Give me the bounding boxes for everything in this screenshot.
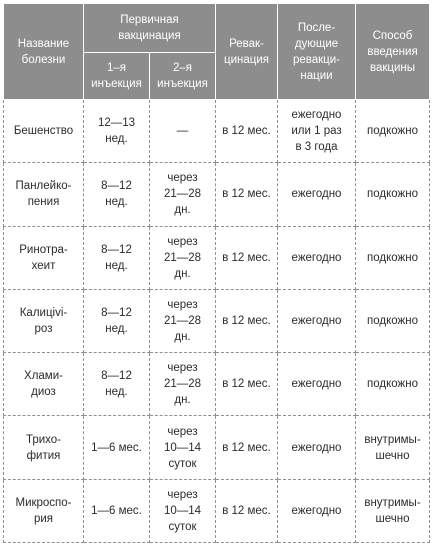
header-revaccination: Ревак- цинация <box>216 4 278 100</box>
header-following-revaccinations: После- дующие ревакци- нации <box>278 4 356 100</box>
revaccination-cell: в 12 мес. <box>216 353 278 416</box>
header-primary-vaccination: Первичная вакцинация <box>84 4 216 53</box>
method-cell: подкожно <box>356 226 430 289</box>
second-injection-cell: через 21—28 дн. <box>150 163 216 226</box>
disease-cell: Калицivi- роз <box>4 289 84 352</box>
method-cell: подкожно <box>356 163 430 226</box>
table-row <box>4 226 430 289</box>
second-injection-cell: через 10—14 суток <box>150 416 216 479</box>
table-row <box>4 163 430 226</box>
method-cell: подкожно <box>356 353 430 416</box>
first-injection-cell: 8—12 нед. <box>84 289 150 352</box>
header-method: Способ введения вакцины <box>356 4 430 100</box>
header-first-injection: 1–я инъекция <box>84 53 150 100</box>
header-second-injection: 2–я инъекция <box>150 53 216 100</box>
second-injection-cell: через 21—28 дн. <box>150 226 216 289</box>
disease-cell: Ринотра- хеит <box>4 226 84 289</box>
table-row <box>4 289 430 352</box>
first-injection-cell: 8—12 нед. <box>84 226 150 289</box>
method-cell: внутримы- шечно <box>356 479 430 542</box>
header-disease: Название болезни <box>4 4 84 100</box>
method-cell: внутримы- шечно <box>356 416 430 479</box>
revaccination-cell: в 12 мес. <box>216 163 278 226</box>
first-injection-cell: 1—6 мес. <box>84 479 150 542</box>
following-revaccination-cell: ежегодно или 1 раз в 3 года <box>278 100 356 163</box>
second-injection-cell: через 21—28 дн. <box>150 353 216 416</box>
following-revaccination-cell: ежегодно <box>278 289 356 352</box>
first-injection-cell: 1—6 мес. <box>84 416 150 479</box>
vaccination-table <box>3 3 430 543</box>
revaccination-cell: в 12 мес. <box>216 479 278 542</box>
table-row <box>4 416 430 479</box>
following-revaccination-cell: ежегодно <box>278 226 356 289</box>
first-injection-cell: 8—12 нед. <box>84 353 150 416</box>
disease-cell: Бешенство <box>4 100 84 163</box>
revaccination-cell: в 12 мес. <box>216 100 278 163</box>
second-injection-cell: через 21—28 дн. <box>150 289 216 352</box>
disease-cell: Трихо- фития <box>4 416 84 479</box>
revaccination-cell: в 12 мес. <box>216 289 278 352</box>
table-row <box>4 479 430 542</box>
table-body <box>4 100 430 543</box>
first-injection-cell: 12—13 нед. <box>84 100 150 163</box>
revaccination-cell: в 12 мес. <box>216 416 278 479</box>
disease-cell: Микроспо- рия <box>4 479 84 542</box>
table-row <box>4 353 430 416</box>
disease-cell: Хлами- диоз <box>4 353 84 416</box>
header-row-top <box>4 4 430 53</box>
method-cell: подкожно <box>356 100 430 163</box>
revaccination-cell: в 12 мес. <box>216 226 278 289</box>
first-injection-cell: 8—12 нед. <box>84 163 150 226</box>
following-revaccination-cell: ежегодно <box>278 416 356 479</box>
table-row <box>4 100 430 163</box>
second-injection-cell: — <box>150 100 216 163</box>
disease-cell: Панлейко- пения <box>4 163 84 226</box>
following-revaccination-cell: ежегодно <box>278 479 356 542</box>
second-injection-cell: через 10—14 суток <box>150 479 216 542</box>
method-cell: подкожно <box>356 289 430 352</box>
following-revaccination-cell: ежегодно <box>278 163 356 226</box>
following-revaccination-cell: ежегодно <box>278 353 356 416</box>
